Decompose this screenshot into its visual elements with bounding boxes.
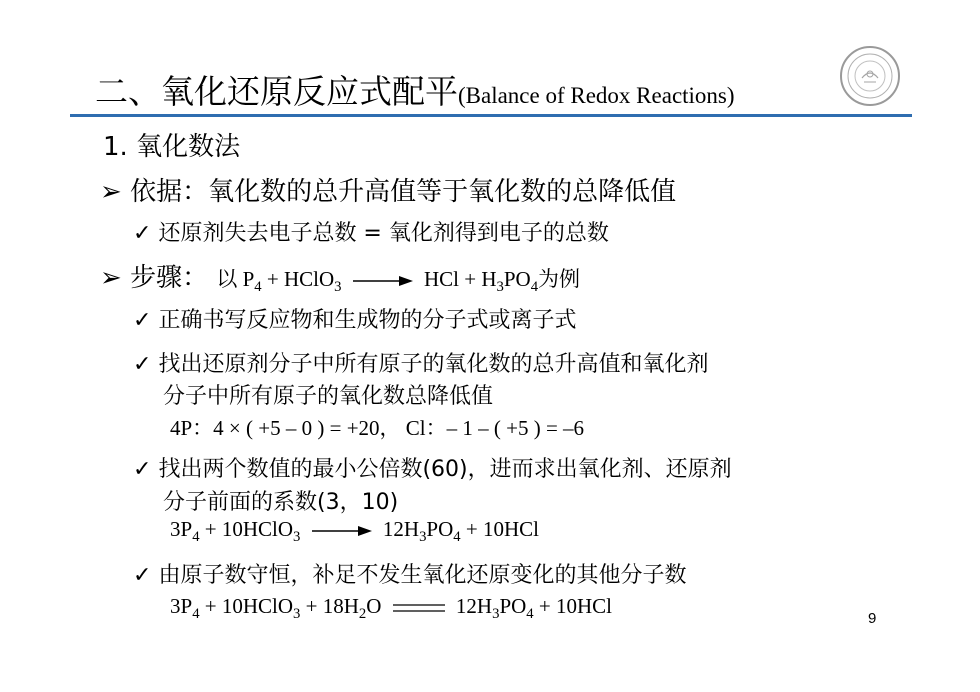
balanced-equation: $3P_4$ + 10HClO$_3$ + $18H_2O$ $12H_3PO_4 + 10HCl$ xyxy=(170,594,612,623)
steps-label: 步骤： xyxy=(130,263,209,293)
check-icon: ✓ xyxy=(133,563,152,588)
basis-text: 依据：氧化数的总升高值等于氧化数的总降低值 xyxy=(130,177,677,207)
example-equation: 以 $P_4$ + HClO$_3$ HCl + $H_3PO_4$为例 xyxy=(216,267,581,296)
step-2-line1: ✓ 找出还原剂分子中所有原子的氧化数的总升高值和氧化剂 xyxy=(133,352,709,377)
check-icon: ✓ xyxy=(133,221,152,246)
step-2-line2: 分子中所有原子的氧化数总降低值 xyxy=(163,384,494,409)
check-icon: ✓ xyxy=(133,457,152,482)
title-underline xyxy=(70,114,912,117)
equals-sign-icon xyxy=(393,602,445,614)
seal-icon xyxy=(838,44,902,108)
coefficient-equation: $3P_4$ + 10HClO$_3$ $12H_3PO_4 + 10HCl$ xyxy=(170,517,539,546)
step-3-line2: 分子前面的系数(3，10) xyxy=(163,490,399,515)
page-number: 9 xyxy=(868,610,877,627)
bullet-arrow-icon: ➢ xyxy=(100,177,122,207)
title-english: (Balance of Redox Reactions) xyxy=(458,83,735,108)
title-chinese: 二、氧化还原反应式配平 xyxy=(95,72,458,111)
section-heading: 1. 氧化数法 xyxy=(103,132,241,162)
basis-check-text: 还原剂失去电子总数 = 氧化剂得到电子的总数 xyxy=(158,221,609,246)
bullet-arrow-icon: ➢ xyxy=(100,263,122,293)
step-4: ✓ 由原子数守恒，补足不发生氧化还原变化的其他分子数 xyxy=(133,563,687,588)
step-3-line1: ✓ 找出两个数值的最小公倍数(60)，进而求出氧化剂、还原剂 xyxy=(133,457,732,482)
basis-check-item xyxy=(133,216,609,247)
basis-bullet xyxy=(100,171,676,208)
oxidation-calc: 4P：4 × ( +5 – 0 ) = +20， Cl：– 1 – ( +5 ) = –6 xyxy=(170,416,585,440)
step-1: ✓ 正确书写反应物和生成物的分子式或离子式 xyxy=(133,308,577,333)
steps-bullet xyxy=(100,257,580,296)
check-icon: ✓ xyxy=(133,308,152,333)
page-title xyxy=(95,72,735,116)
reaction-arrow-icon xyxy=(312,525,372,537)
check-icon: ✓ xyxy=(133,352,152,377)
reaction-arrow-icon xyxy=(353,275,413,287)
